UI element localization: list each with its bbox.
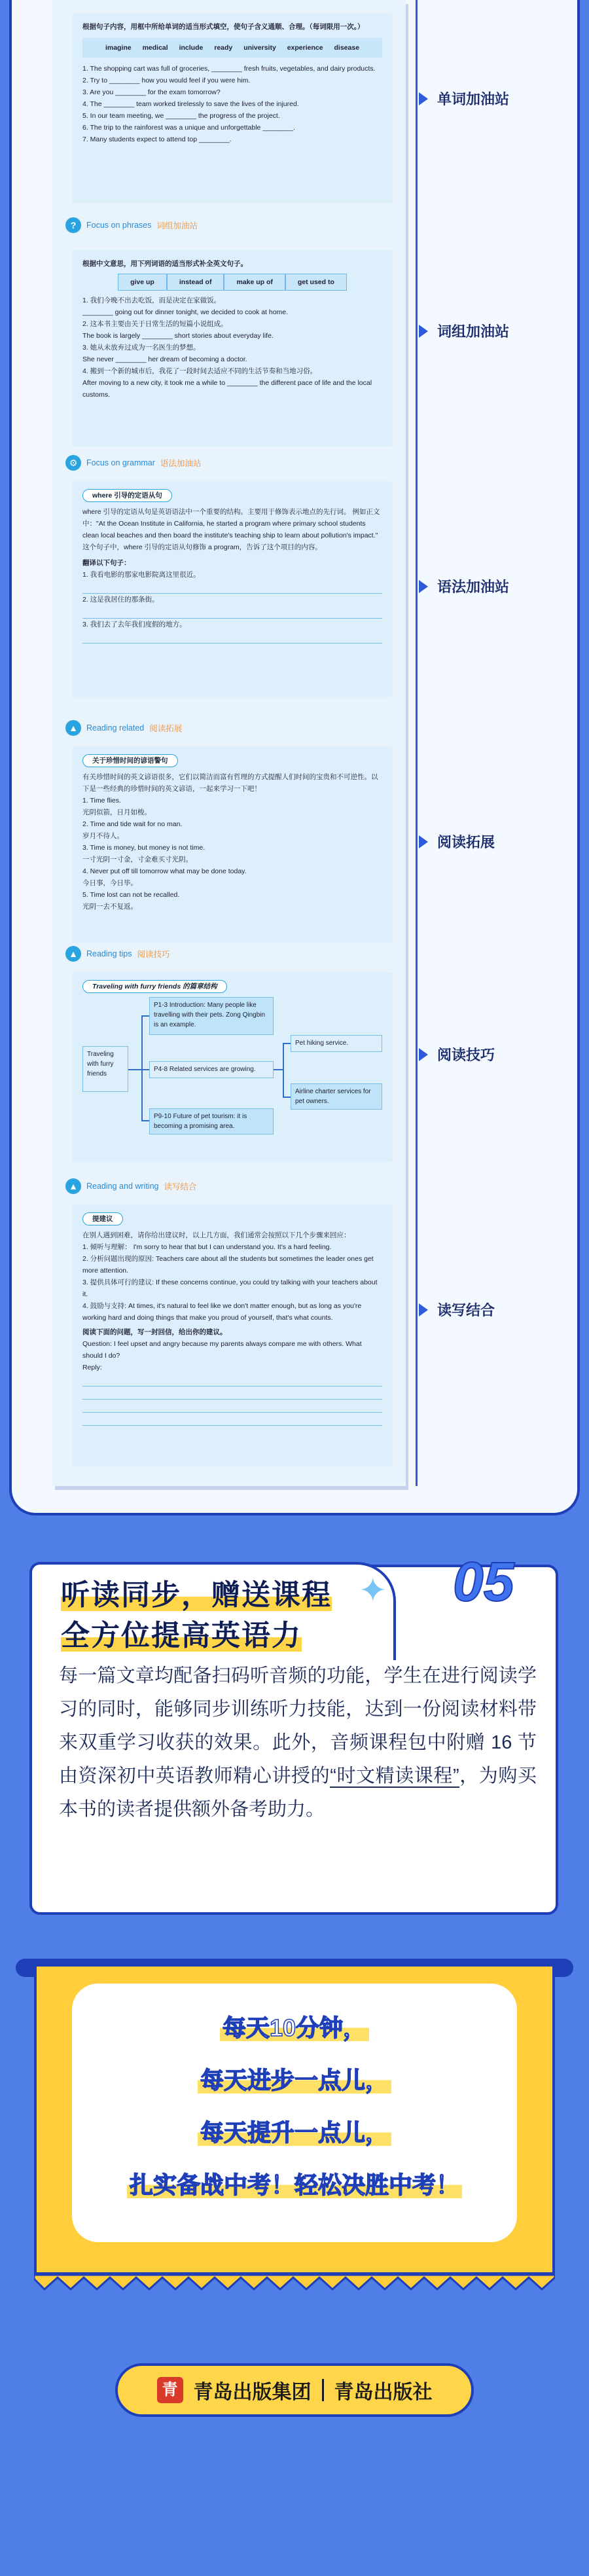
phrase-option: make up of [224, 274, 285, 291]
proverb-item: 2. Time and tide wait for no man. [82, 820, 183, 828]
connector [283, 1097, 291, 1098]
grammar-section [72, 481, 393, 697]
publisher-badge [115, 2363, 474, 2417]
grammar-header: ⚙ Focus on grammar 语法加油站 [65, 455, 201, 471]
connector [283, 1043, 284, 1097]
grammar-item: 1. 我看电影的那家电影院离这里很近。 [82, 571, 200, 579]
proverb-item: 1. Time flies. [82, 797, 121, 805]
answer-line [82, 606, 382, 619]
slogan-line: 每天提升一点儿， [72, 2114, 517, 2148]
vocab-section [72, 13, 393, 203]
publisher-group-name: 青岛出版集团 [193, 2382, 312, 2403]
connector [283, 1043, 291, 1044]
timeline-line [416, 0, 418, 1486]
divider [322, 2379, 324, 2401]
proverb-item: 5. Time lost can not be recalled. [82, 891, 180, 899]
phrase-options [82, 274, 382, 291]
reading-section [72, 746, 393, 943]
arrow-icon [419, 835, 428, 848]
writing-question: Question: I feel upset and angry because my parents always compare me with others. What should I do? [82, 1340, 362, 1360]
reading-intro: 有关珍惜时间的英文谚语很多，它们以简洁而富有哲理的方式提醒人们时间的宝贵和不可逆性。以下是一些经典的珍惜时间的英文谚语，一起来学习一下吧！ [82, 773, 378, 793]
reading-tag: 关于珍惜时间的谚语警句 [82, 754, 178, 767]
vocab-item: 3. Are you ________ for the exam tomorrow? [82, 88, 221, 96]
reading-header: ▲ Reading related 阅读拓展 [65, 720, 182, 736]
book-icon: ▲ [65, 946, 81, 962]
feature-title-2: 全方位提高英语力 [61, 1620, 302, 1652]
writing-tag: 提建议 [82, 1212, 123, 1225]
arrow-icon [419, 1303, 428, 1316]
proverb-item: 今日事，今日毕。 [82, 879, 137, 887]
arrow-icon [419, 325, 428, 338]
proverb-item: 4. Never put off till tomorrow what may be done today. [82, 867, 247, 875]
answer-line [82, 1400, 382, 1413]
proverb-item: 岁月不待人。 [82, 832, 124, 840]
phrase-item: 4. 搬到一个新的城市后，我花了一段时间去适应不同的生活节奏和当地习俗。 [82, 367, 317, 375]
marker-vocab: 单词加油站 [419, 88, 509, 109]
phrase-option: get used to [285, 274, 347, 291]
slogan-line: 扎实备战中考！轻松决胜中考！ [72, 2167, 517, 2200]
slogan-line: 每天进步一点儿， [72, 2062, 517, 2095]
marker-phrases: 词组加油站 [419, 321, 509, 341]
vocab-instruction: 根据句子内容，用框中所给单词的适当形式填空，使句子含义通顺、合理。（每词限用一次。） [82, 23, 365, 31]
writing-task: 阅读下面的问题，写一封回信，给出你的建议。 [82, 1328, 227, 1336]
proverb-item: 一寸光阴一寸金，寸金难买寸光阴。 [82, 856, 192, 863]
writing-item: 3. 提供具体可行的建议: If these concerns continue, you could try talking with your teachers about it. [82, 1279, 378, 1298]
phrase-item: After moving to a new city, it took me a while to ________ the different pace of life and the local customs. [82, 379, 372, 399]
grammar-item: 3. 我们去了去年我们度假的地方。 [82, 621, 187, 628]
tips-header: ▲ Reading tips 阅读技巧 [65, 946, 170, 962]
proverb-item: 光阴一去不复返。 [82, 903, 137, 911]
answer-line [82, 1387, 382, 1400]
proverb-item: 3. Time is money, but money is not time. [82, 844, 205, 852]
feature-title-1: 听读同步，赠送课程 [61, 1579, 332, 1611]
publisher-name: 青岛出版社 [334, 2382, 433, 2403]
answer-line [82, 1413, 382, 1426]
answer-line [82, 630, 382, 644]
grammar-item: 2. 这是我居住的那条街。 [82, 596, 159, 604]
section-number: 05 [453, 1551, 514, 1612]
zigzag-edge [34, 2275, 555, 2291]
vocab-item: 5. In our team meeting, we ________ the progress of the project. [82, 112, 280, 120]
node-sub2: Airline charter services for pet owners. [291, 1083, 382, 1110]
connector [274, 1069, 283, 1070]
connector [141, 1015, 143, 1120]
node-p2: P4-8 Related services are growing. [149, 1061, 274, 1078]
phrase-item: 2. 这本书主要由关于日常生活的短篇小说组成。 [82, 320, 228, 328]
writing-reply: Reply: [82, 1364, 102, 1371]
feature-body: 每一篇文章均配备扫码听音频的功能，学生在进行阅读学习的同时，能够同步训练听力技能，达到一份阅读材料带来双重学习收获的效果。此外，音频课程包中附赠 16 节由资深初中英语教师精心讲授的“时文精读课程”，为购买本书的读者提供额外备考助力。 [59, 1665, 537, 1820]
phrases-header: ? Focus on phrases 词组加油站 [65, 217, 198, 233]
writing-intro: 在别人遇到困难，请你给出建议时，以上几方面，我们通常会按照以下几个步骤来回应： [82, 1231, 351, 1239]
vocab-item: 1. The shopping cart was full of groceries, ________ fresh fruits, vegetables, and dairy products. [82, 65, 376, 73]
phrase-item: The book is largely ________ short stories about everyday life. [82, 332, 274, 340]
writing-item: 1. 倾听与理解： I'm sorry to hear that but I can understand you. It's a hard feeling. [82, 1243, 332, 1251]
node-p1: P1-3 Introduction: Many people like travelling with their pets. Zong Qingbin is an example. [149, 997, 274, 1035]
tips-tag: Traveling with furry friends 的篇章结构 [82, 980, 227, 993]
vocab-item: 6. The trip to the rainforest was a unique and unforgettable ________. [82, 124, 295, 132]
gear-icon: ⚙ [65, 455, 81, 471]
phrases-instruction: 根据中文意思，用下列词语的适当形式补全英文句子。 [82, 260, 247, 268]
writing-header: ▲ Reading and writing 读写结合 [65, 1178, 197, 1194]
publisher-logo-icon: 青 [157, 2377, 183, 2403]
vocab-item: 2. Try to ________ how you would feel if you were him. [82, 77, 251, 84]
phrase-item: 1. 我们今晚不出去吃饭，而是决定在家做饭。 [82, 297, 221, 304]
connector [141, 1069, 149, 1070]
phrase-option: give up [118, 274, 167, 291]
book-icon: ▲ [65, 1178, 81, 1194]
grammar-task: 翻译以下句子： [82, 559, 131, 567]
marker-reading: 阅读拓展 [419, 831, 495, 852]
connector [128, 1069, 141, 1070]
marker-writing: 读写结合 [419, 1299, 495, 1320]
grammar-paragraph: where 引导的定语从句是英语语法中一个重要的结构。主要用于修饰表示地点的先行词。 例如正文中："At the Ocean Institute in California, he started a program where primary school students clean local beaches and then board the institute's teaching ship to learn about pollution's impact." 这个句子中，where 引导的定语从句修饰 a program，告诉了这个项目的内容。 [82, 508, 380, 551]
writing-item: 2. 分析问题出现的原因: Teachers care about all the students but sometimes the leader ones get more attention. [82, 1255, 374, 1275]
sparkle-icon: ✦ [359, 1572, 387, 1610]
book-icon: ▲ [65, 720, 81, 736]
marker-tips: 阅读技巧 [419, 1044, 495, 1064]
writing-section [72, 1205, 393, 1466]
arrow-icon [419, 92, 428, 105]
connector [141, 1015, 149, 1017]
grammar-tag: where 引导的定语从句 [82, 489, 172, 502]
vocab-item: 7. Many students expect to attend top ________. [82, 136, 232, 143]
arrow-icon [419, 580, 428, 593]
slogan-line: 每天10分钟， [72, 2010, 517, 2043]
phrase-item: 3. 她从未放弃过成为一名医生的梦想。 [82, 344, 200, 352]
node-sub1: Pet hiking service. [291, 1035, 382, 1052]
node-p3: P9-10 Future of pet tourism: it is becoming a promising area. [149, 1108, 274, 1134]
answer-line [82, 581, 382, 594]
word-box: imagine medical include ready university experience disease [82, 38, 382, 58]
bulb-icon: ? [65, 217, 81, 233]
phrases-section [72, 250, 393, 446]
vocab-item: 4. The ________ team worked tirelessly to save the lives of the injured. [82, 100, 299, 108]
arrow-icon [419, 1048, 428, 1061]
phrase-option: instead of [167, 274, 224, 291]
connector [141, 1120, 149, 1121]
phrase-item: She never ________ her dream of becoming a doctor. [82, 355, 247, 363]
marker-grammar: 语法加油站 [419, 576, 509, 596]
answer-line [82, 1373, 382, 1387]
phrase-item: ________ going out for dinner tonight, we decided to cook at home. [82, 308, 289, 316]
structure-diagram [82, 997, 382, 1148]
proverb-item: 光阴似箭，日月如梭。 [82, 808, 151, 816]
root-node: Traveling with furry friends [82, 1046, 128, 1092]
writing-item: 4. 鼓励与支持: At times, it's natural to feel like we don't matter enough, but as long as you're working hard and doing things that make you proud of yourself, that's what counts. [82, 1302, 362, 1322]
tips-section [72, 972, 393, 1162]
